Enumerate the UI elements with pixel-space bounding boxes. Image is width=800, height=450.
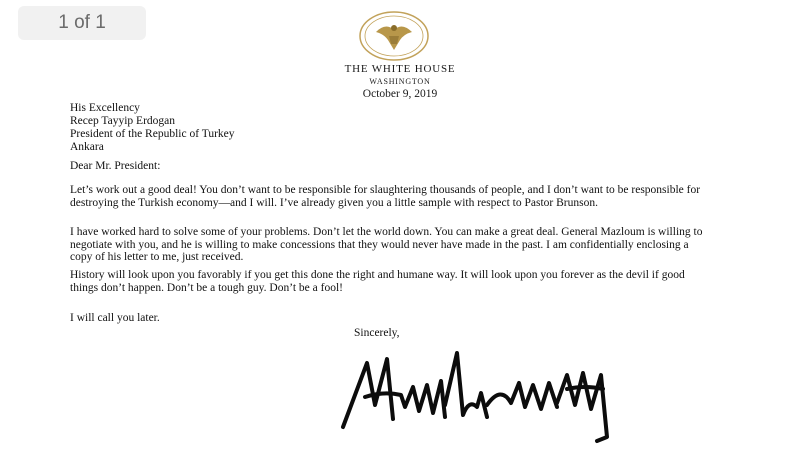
presidential-seal-icon [356, 10, 432, 62]
salutation: Dear Mr. President: [70, 160, 161, 172]
page-indicator: 1 of 1 [18, 6, 146, 40]
letter-closing: Sincerely, [354, 327, 400, 339]
letter-paragraph: Let’s work out a good deal! You don’t want to be responsible for slaughtering thousands of people, and I don’t want to be responsible for destroying the Turkish economy—and I will. I’ve already given you a little sample with respect to Pastor Brunson. [70, 184, 701, 209]
letter-date: October 9, 2019 [362, 88, 438, 100]
letter-paragraph: I will call you later. [70, 312, 160, 324]
letterhead-city: WASHINGTON [369, 77, 431, 86]
recipient-line: Ankara [70, 141, 104, 153]
recipient-line: His Excellency [70, 102, 140, 114]
recipient-line: President of the Republic of Turkey [70, 128, 235, 140]
handwritten-signature-icon [335, 345, 635, 445]
recipient-line: Recep Tayyip Erdogan [70, 115, 176, 127]
recipient-address [70, 102, 235, 154]
letter-paragraph: I have worked hard to solve some of your problems. Don’t let the world down. You can make a great deal. General Mazloum is willing to negotiate with you, and he is willing to make concessions that they would never have made in the past. I am confidentially enclosing a copy of his letter to me, just received. [70, 226, 703, 263]
letterhead-title: THE WHITE HOUSE [344, 63, 456, 75]
letter-paragraph: History will look upon you favorably if you get this done the right and humane way. It will look upon you forever as the devil if good things don’t happen. Don’t be a tough guy. Don’t be a fool! [70, 269, 685, 294]
